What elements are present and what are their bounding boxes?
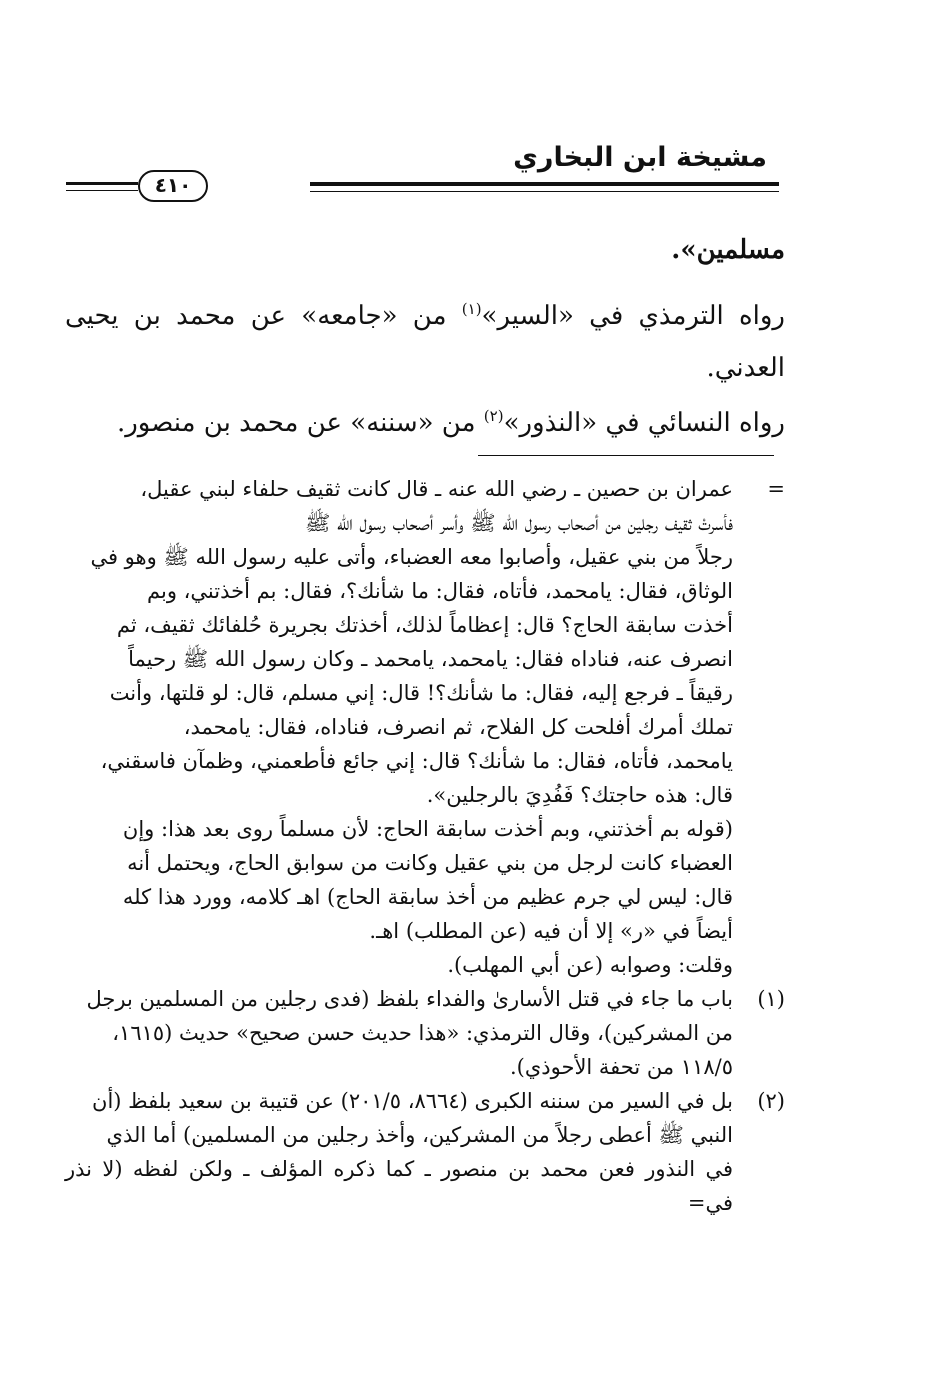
footnote-line: تملك أمرك أفلحت كل الفلاح، ثم انصرف، فناداه، فقال: يامحمد، (183, 715, 733, 739)
footnote-1 (65, 982, 785, 1084)
footnote-line: انصرف عنه، فناداه فقال: يامحمد، يامحمد ـ وكان رسول الله ﷺ رحيماً (128, 647, 733, 671)
footnote-line: (قوله بم أخذتني، وبم أخذت سابقة الحاج: لأن مسلماً روى بعد هذا: وإن (122, 817, 733, 841)
footnote-line: قال: ليس لي جرم عظيم من أخذ سابقة الحاج) اهـ كلامه، وورد هذا كله (122, 885, 733, 909)
running-header-title: مشيخة ابن البخاري (513, 142, 767, 173)
footnote-line: من المشركين)، وقال الترمذي: «هذا حديث حسن صحيح» حديث (١٦١٥، (112, 1021, 733, 1045)
footnote-line: النبي ﷺ أعطى رجلاً من المشركين، وأخذ رجلين من المسلمين) أما الذي (106, 1123, 733, 1147)
footnote-ref-1: (١) (461, 300, 482, 318)
footnote-line: الوثاق، فقال: يامحمد، فأتاه، فقال: ما شأنك؟، فقال: بم أخذتني، وبم (147, 579, 733, 603)
footnote-separator (478, 455, 774, 456)
main-paragraph-3 (65, 397, 785, 449)
footnote-line: باب ما جاء في قتل الأسارىٰ والفداء بلفظ (فدى رجلين من المسلمين برجل (86, 987, 733, 1011)
main-paragraph-2-line-2: العدني. (706, 353, 785, 383)
footnote-line: رجلاً من بني عقيل، وأصابوا معه العضباء، وأتى عليه رسول الله ﷺ وهو في (90, 545, 733, 569)
main-paragraph-2-line-1 (65, 290, 785, 342)
footnote-line: أخذت سابقة الحاج؟ قال: إعظاماً لذلك، أخذتك بجريرة حُلفائك ثقيف، ثم (116, 613, 733, 637)
footnote-line: قال: هذه حاجتك؟ فَفُدِيَ بالرجلين». (426, 783, 733, 807)
footnote-1-marker: (١) (757, 987, 785, 1011)
footnote-2 (65, 1084, 785, 1220)
header-rule-left-thin (66, 190, 138, 191)
text-segment: من «جامعه» عن محمد بن يحيى (65, 301, 462, 331)
footnote-line: وقلت: وصوابه (عن أبي المهلب). (447, 953, 733, 977)
footnote-2-marker: (٢) (757, 1089, 785, 1113)
main-paragraph-1: مسلمين». (671, 235, 785, 265)
continuation-marker: = (767, 477, 785, 501)
header-rule-left-thick (66, 182, 138, 185)
text-segment: رواه النسائي في «النذور» (503, 408, 785, 438)
footnote-ref-2: (٢) (483, 407, 504, 425)
page-number: ٤١٠ (138, 170, 208, 202)
footnote-line: رقيقاً ـ فرجع إليه، فقال: ما شأنك؟! قال: إني مسلم، قال: لو قلتها، وأنت (109, 681, 733, 705)
footnote-line: فأسرتْ ثقيف رجلين من أصحاب رسول الله ﷺ وأسر أصحاب رسول الله ﷺ (305, 511, 733, 535)
footnote-comment (65, 812, 785, 982)
footnotes (65, 472, 785, 1220)
footnote-continuation (65, 472, 785, 812)
footnote-line: العضباء كانت لرجل من بني عقيل وكانت من سوابق الحاج، ويحتمل أنه (127, 851, 733, 875)
text-segment: رواه الترمذي في «السير» (481, 301, 785, 331)
header-rule-thick (310, 182, 779, 186)
footnote-line: عمران بن حصين ـ رضي الله عنه ـ قال كانت ثقيف حلفاء لبني عقيل، (140, 477, 733, 501)
footnote-line: يامحمد، فأتاه، فقال: ما شأنك؟ قال: إني جائع فأطعمني، وظمآن فاسقني، (100, 749, 733, 773)
footnote-line: أيضاً في «ر» إلا أن فيه (عن المطلب) اهـ. (369, 919, 733, 943)
footnote-line: في النذور فعن محمد بن منصور ـ كما ذكره المؤلف ـ ولكن لفظه (لا نذر في= (65, 1157, 733, 1215)
text-segment: من «سننه» عن محمد بن منصور. (116, 408, 484, 438)
header-rule-thin (310, 191, 779, 192)
footnote-line: ١١٨/٥ من تحفة الأحوذي). (509, 1055, 733, 1079)
main-paragraph-2 (65, 290, 785, 394)
footnote-line: بل في السير من سننه الكبرى (٨٦٦٤، ٢٠١/٥) عن قتيبة بن سعيد بلفظ (أن (92, 1089, 733, 1113)
